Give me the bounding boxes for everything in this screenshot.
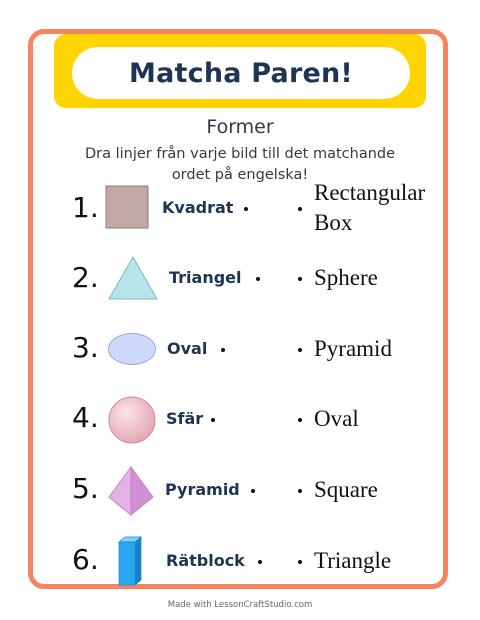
match-dot-left[interactable] — [251, 489, 255, 493]
oval-icon — [108, 333, 156, 365]
row-number: 4. — [72, 401, 99, 434]
match-dot-left[interactable] — [221, 348, 225, 352]
match-dot-right[interactable] — [298, 489, 302, 493]
match-dot-right[interactable] — [298, 348, 302, 352]
match-dot-right[interactable] — [298, 207, 302, 211]
match-dot-left[interactable] — [258, 560, 262, 564]
row-number: 6. — [72, 543, 99, 576]
row-number: 1. — [72, 191, 99, 224]
english-word: Oval — [314, 406, 359, 431]
match-dot-right[interactable] — [298, 418, 302, 422]
pyramid-icon — [108, 466, 154, 516]
match-dot-left[interactable] — [256, 277, 260, 281]
page-title: Matcha Paren! — [129, 57, 353, 89]
swedish-word: Sfär — [166, 409, 204, 428]
triangle-icon — [108, 256, 158, 300]
row-number: 3. — [72, 331, 99, 364]
english-word: Rectangular Box — [314, 180, 426, 235]
instructions: Dra linjer från varje bild till det matchande ordet på engelska! — [84, 146, 396, 183]
english-word: Sphere — [314, 265, 378, 290]
match-dot-left[interactable] — [244, 207, 248, 211]
row-number: 2. — [72, 261, 99, 294]
swedish-word: Oval — [167, 339, 208, 358]
match-dot-left[interactable] — [211, 418, 215, 422]
title-pill — [72, 47, 410, 99]
row-number: 5. — [72, 472, 99, 505]
english-word: Pyramid — [314, 336, 392, 361]
english-word: Triangle — [314, 548, 392, 573]
swedish-word: Kvadrat — [162, 198, 234, 217]
english-word: Square — [314, 477, 378, 502]
match-dot-right[interactable] — [298, 277, 302, 281]
swedish-word: Triangel — [169, 268, 242, 287]
match-dot-right[interactable] — [298, 560, 302, 564]
rectangular-box-icon — [118, 536, 142, 586]
worksheet-subtitle: Former — [206, 116, 274, 138]
footer-credit: Made with LessonCraftStudio.com — [167, 600, 313, 610]
swedish-word: Pyramid — [165, 480, 240, 499]
swedish-word: Rätblock — [166, 551, 245, 570]
sphere-icon — [108, 396, 156, 444]
square-icon — [106, 186, 148, 228]
